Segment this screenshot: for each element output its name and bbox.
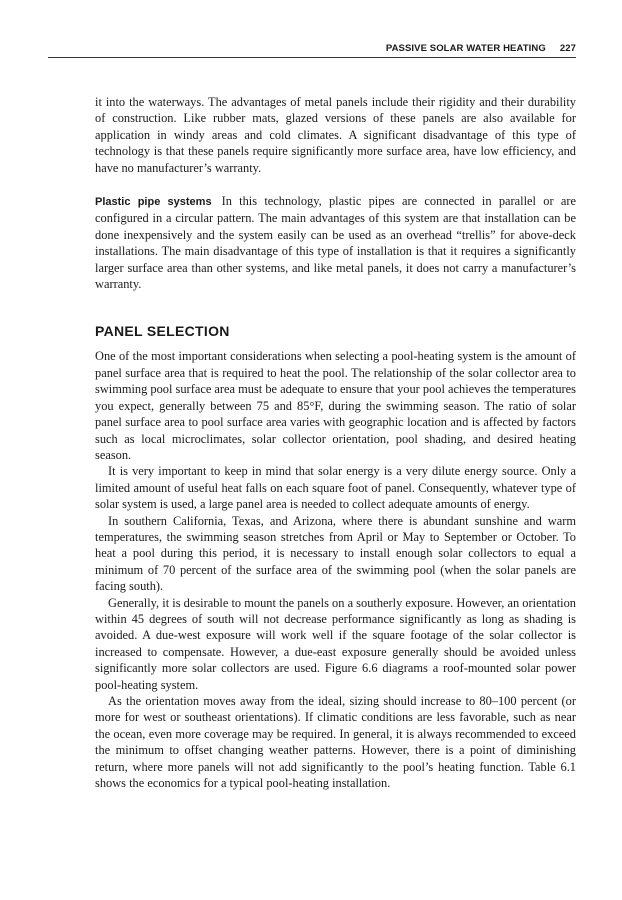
paragraph-panel-selection-5: As the orientation moves away from the ideal, sizing should increase to 80–100 percent (or more for west or southeast orientations). If climatic conditions are less favorable, such as near the ocean, even more coverage may be required. In general, it is always recommended to exceed the minimum to offset changing weather patterns. However, there is a point of diminishing return, where more panels will not add significantly to the pool’s heating function. Table 6.1 shows the economics for a typical pool-heating installation. bbox=[95, 694, 576, 791]
header-rule bbox=[48, 57, 576, 58]
paragraph-panel-selection-3: In southern California, Texas, and Arizona, where there is abundant sunshine and warm temperatures, the swimming season stretches from April or May to September or October. To heat a pool during this period, it is necessary to install enough solar collectors to equal a minimum of 70 percent of the surface area of the swimming pool (when the solar panels are facing south). bbox=[95, 513, 576, 594]
spacer bbox=[95, 176, 576, 193]
paragraph-metal-panels: it into the waterways. The advantages of metal panels include their rigidity and their durability of construction. Like rubber mats, glazed versions of these panels are also available for application in windy areas and cold climates. A significant disadvantage of this type of technology is that these panels require significantly more surface area, have low efficiency, and have no manufacturer’s warranty. bbox=[95, 95, 576, 175]
running-head-title: PASSIVE SOLAR WATER HEATING bbox=[385, 43, 546, 54]
paragraph-panel-selection-4: Generally, it is desirable to mount the panels on a southerly exposure. However, an orientation within 45 degrees of south will not decrease performance significantly as long as shading is avoided. A due-west exposure will work well if the square footage of the solar collector is increased to compensate. However, a due-east exposure generally should be avoided unless significantly more solar collectors are used. Figure 6.6 diagrams a roof-mounted solar power pool-heating system. bbox=[95, 595, 576, 692]
page-number: 227 bbox=[559, 43, 576, 54]
main-text bbox=[95, 94, 576, 791]
paragraph-plastic-pipe bbox=[95, 193, 576, 292]
section-heading-panel-selection: PANEL SELECTION bbox=[95, 323, 230, 340]
spacer bbox=[95, 292, 576, 322]
paragraph-panel-selection-1: One of the most important considerations when selecting a pool-heating system is the amount of panel surface area that is required to heat the pool. The relationship of the solar collector area to swimming pool surface area must be adequate to ensure that your pool achieves the temperatures you expect, generally between 75 and 85°F, during the swimming season. The ratio of solar panel surface area to pool surface area varies with geographic location and is affected by factors such as local microclimates, solar collector orientation, pool shading, and desired heating season. bbox=[95, 349, 577, 462]
run-in-heading-plastic-pipe: Plastic pipe systems bbox=[95, 196, 212, 209]
running-head bbox=[48, 43, 576, 54]
plastic-pipe-text: In this technology, plastic pipes are connected in parallel or are configured in a circular pattern. The main advantages of this system are that installation can be done inexpensively and the system easily can be used as an overhead “trellis” for above-deck installations. The main disadvantage of this type of installation is that it requires a significantly larger surface area than other systems, and like metal panels, it does not carry a manufacturer’s warranty. bbox=[95, 194, 576, 292]
paragraph-panel-selection-2: It is very important to keep in mind that solar energy is a very dilute energy source. Only a limited amount of useful heat falls on each square foot of panel. Consequently, whatever type of solar system is used, a large panel area is needed to collect adequate amounts of energy. bbox=[95, 464, 576, 512]
